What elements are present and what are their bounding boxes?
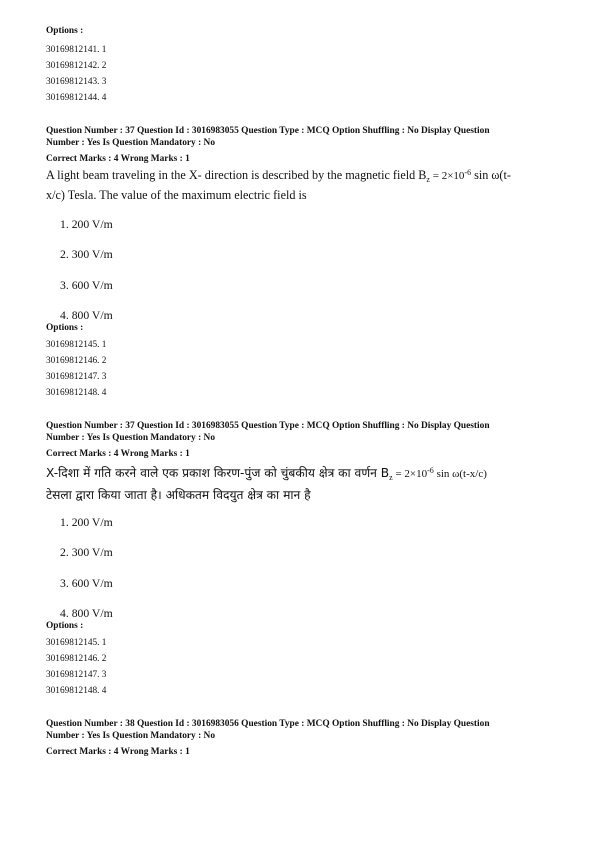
question-header: Question Number : 38 Question Id : 3016983056 Question Type : MCQ Option Shuffling : No Display Question bbox=[46, 719, 490, 729]
option-id: 30169812142. 2 bbox=[46, 61, 107, 71]
options-label: Options : bbox=[46, 26, 84, 36]
question-text-line1: A light beam traveling in the X- direction is described by the magnetic field $B_z = 2\times 10^{-6}$ sin ω(t- bbox=[46, 168, 511, 184]
option-id: 30169812147. 3 bbox=[46, 670, 107, 680]
answer-choice: 1. 200 V/m bbox=[60, 218, 113, 231]
options-label: Options : bbox=[46, 621, 84, 631]
answer-choice: 4. 800 V/m bbox=[60, 309, 113, 322]
question-header: Question Number : 37 Question Id : 3016983055 Question Type : MCQ Option Shuffling : No Display Question bbox=[46, 126, 490, 136]
option-id: 30169812141. 1 bbox=[46, 45, 107, 55]
option-id: 30169812146. 2 bbox=[46, 356, 107, 366]
option-id: 30169812144. 4 bbox=[46, 93, 107, 103]
question-header-cont: Number : Yes Is Question Mandatory : No bbox=[46, 138, 216, 148]
option-id: 30169812143. 3 bbox=[46, 77, 107, 87]
option-id: 30169812146. 2 bbox=[46, 654, 107, 664]
question-marks: Correct Marks : 4 Wrong Marks : 1 bbox=[46, 747, 190, 757]
question-header-cont: Number : Yes Is Question Mandatory : No bbox=[46, 731, 216, 741]
answer-choice: 1. 200 V/m bbox=[60, 516, 113, 529]
option-id: 30169812145. 1 bbox=[46, 340, 107, 350]
answer-choice: 2. 300 V/m bbox=[60, 546, 113, 559]
answer-choice: 2. 300 V/m bbox=[60, 248, 113, 261]
question-marks: Correct Marks : 4 Wrong Marks : 1 bbox=[46, 449, 190, 459]
question-marks: Correct Marks : 4 Wrong Marks : 1 bbox=[46, 154, 190, 164]
options-label: Options : bbox=[46, 323, 84, 333]
option-id: 30169812148. 4 bbox=[46, 686, 107, 696]
option-id: 30169812147. 3 bbox=[46, 372, 107, 382]
question-header: Question Number : 37 Question Id : 3016983055 Question Type : MCQ Option Shuffling : No Display Question bbox=[46, 421, 490, 431]
answer-choice: 4. 800 V/m bbox=[60, 607, 113, 620]
option-id: 30169812145. 1 bbox=[46, 638, 107, 648]
question-text-line1: X-दिशा में गति करने वाले एक प्रकाश किरण-पुंज को चुंबकीय क्षेत्र का वर्णन $B_z = 2\times 10^{-6}$ sin ω(t-x/c) bbox=[46, 466, 487, 482]
answer-choice: 3. 600 V/m bbox=[60, 577, 113, 590]
question-text-line2: x/c) Tesla. The value of the maximum electric field is bbox=[46, 188, 307, 202]
question-header-cont: Number : Yes Is Question Mandatory : No bbox=[46, 433, 216, 443]
answer-choice: 3. 600 V/m bbox=[60, 279, 113, 292]
question-text-line2: टेसला द्वारा किया जाता है। अधिकतम विदयुत क्षेत्र का मान है bbox=[46, 488, 311, 502]
option-id: 30169812148. 4 bbox=[46, 388, 107, 398]
